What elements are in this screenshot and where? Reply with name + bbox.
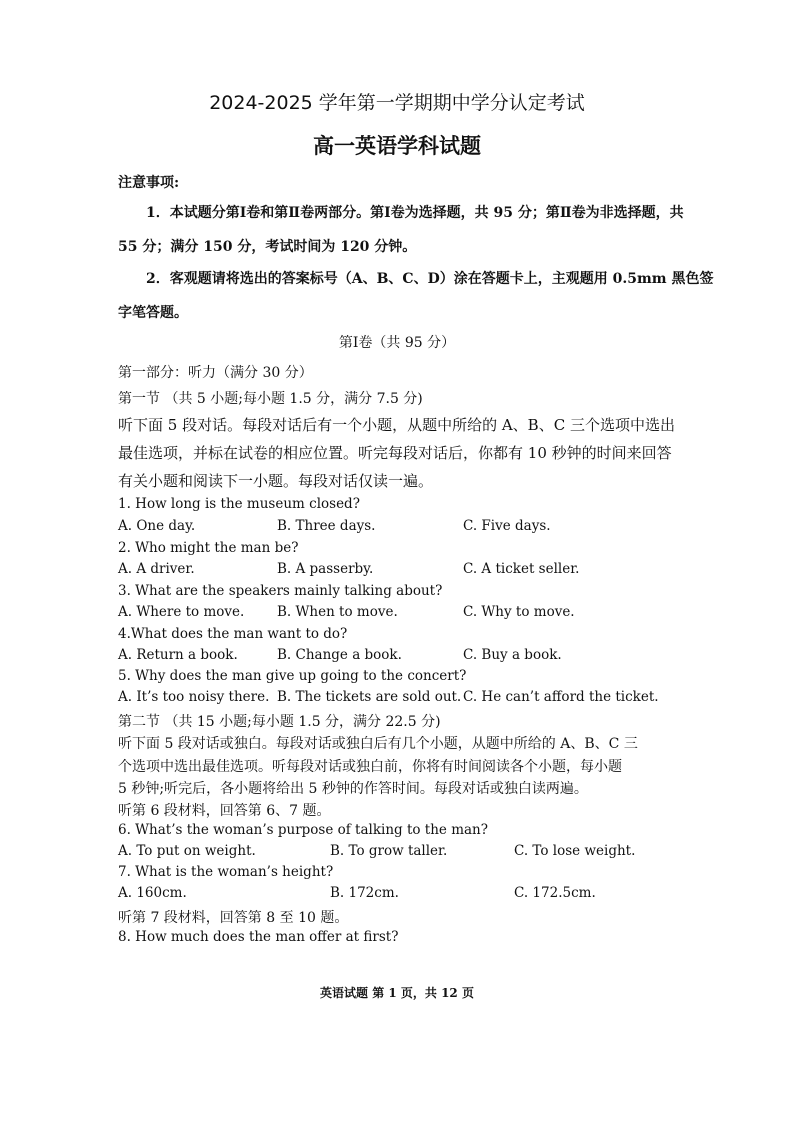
section2-instruction-line-3: 5 秒钟;听完后，各小题将给出 5 秒钟的作答时间。每段对话或独白读两遍。 xyxy=(118,781,588,797)
question-5-option-c: C. He can’t afford the ticket. xyxy=(463,689,659,705)
notice-heading: 注意事项: xyxy=(118,175,180,191)
question-7-option-b: B. 172cm. xyxy=(330,885,399,901)
question-1-option-b: B. Three days. xyxy=(277,518,376,534)
page-footer: 英语试题 第 1 页，共 12 页 xyxy=(320,986,474,1000)
notice-item-1-line-2: 55 分；满分 150 分，考试时间为 120 分钟。 xyxy=(118,239,417,255)
question-4-text: 4.What does the man want to do? xyxy=(118,626,348,642)
question-1-text: 1. How long is the museum closed? xyxy=(118,496,360,512)
question-1-option-a: A. One day. xyxy=(118,518,196,534)
question-7-option-c: C. 172.5cm. xyxy=(514,885,596,901)
question-6-option-b: B. To grow taller. xyxy=(330,843,448,859)
question-5-option-b: B. The tickets are sold out. xyxy=(277,689,462,705)
question-7-text: 7. What is the woman’s height? xyxy=(118,864,334,880)
question-4-option-c: C. Buy a book. xyxy=(463,647,562,663)
exam-title: 2024-2025 学年第一学期期中学分认定考试 xyxy=(209,92,585,114)
question-5-option-a: A. It’s too noisy there. xyxy=(118,689,270,705)
section1-title: 第一节 （共 5 小题;每小题 1.5 分，满分 7.5 分) xyxy=(118,391,423,407)
question-2-option-a: A. A driver. xyxy=(118,561,195,577)
question-3-text: 3. What are the speakers mainly talking about? xyxy=(118,583,443,599)
question-3-option-c: C. Why to move. xyxy=(463,604,575,620)
notice-item-2-line-2: 字笔答题。 xyxy=(118,305,188,321)
question-2-option-b: B. A passerby. xyxy=(277,561,374,577)
section1-instruction-line-3: 有关小题和阅读下一小题。每段对话仅读一遍。 xyxy=(118,472,434,490)
question-6-option-c: C. To lose weight. xyxy=(514,843,636,859)
section1-instruction-line-2: 最佳选项，并标在试卷的相应位置。听完每段对话后，你都有 10 秒钟的时间来回答 xyxy=(118,444,672,462)
question-4-option-a: A. Return a book. xyxy=(118,647,238,663)
question-2-text: 2. Who might the man be? xyxy=(118,540,299,556)
notice-item-1-line-1: 1．本试题分第Ⅰ卷和第Ⅱ卷两部分。第Ⅰ卷为选择题，共 95 分；第Ⅱ卷为非选择题，共 xyxy=(146,205,684,221)
notice-item-2-line-1: 2．客观题请将选出的答案标号（A、B、C、D）涂在答题卡上，主观题用 0.5mm 黑色签 xyxy=(146,271,714,287)
question-4-option-b: B. Change a book. xyxy=(277,647,402,663)
part1-title: 第一部分：听力（满分 30 分） xyxy=(118,365,313,381)
section2-instruction-line-1: 听下面 5 段对话或独白。每段对话或独白后有几个小题，从题中所给的 A、B、C 三 xyxy=(118,736,638,752)
question-1-option-c: C. Five days. xyxy=(463,518,551,534)
question-5-text: 5. Why does the man give up going to the concert? xyxy=(118,668,467,684)
question-6-option-a: A. To put on weight. xyxy=(118,843,256,859)
question-3-option-b: B. When to move. xyxy=(277,604,398,620)
question-7-option-a: A. 160cm. xyxy=(118,885,187,901)
volume-title: 第Ⅰ卷（共 95 分） xyxy=(338,335,456,351)
question-8-text: 8. How much does the man offer at first? xyxy=(118,929,399,945)
exam-subtitle: 高一英语学科试题 xyxy=(313,133,481,158)
section1-instruction-line-1: 听下面 5 段对话。每段对话后有一个小题，从题中所给的 A、B、C 三个选项中选出 xyxy=(118,416,675,434)
question-2-option-c: C. A ticket seller. xyxy=(463,561,580,577)
section2-title: 第二节 （共 15 小题;每小题 1.5 分，满分 22.5 分) xyxy=(118,714,441,730)
section2-instruction-line-2: 个选项中选出最佳选项。听每段对话或独白前，你将有时间阅读各个小题，每小题 xyxy=(118,759,622,775)
question-6-text: 6. What’s the woman’s purpose of talking to the man? xyxy=(118,822,488,838)
material-6-heading: 听第 6 段材料，回答第 6、7 题。 xyxy=(118,803,331,819)
question-3-option-a: A. Where to move. xyxy=(118,604,245,620)
material-7-heading: 听第 7 段材料，回答第 8 至 10 题。 xyxy=(118,910,349,926)
